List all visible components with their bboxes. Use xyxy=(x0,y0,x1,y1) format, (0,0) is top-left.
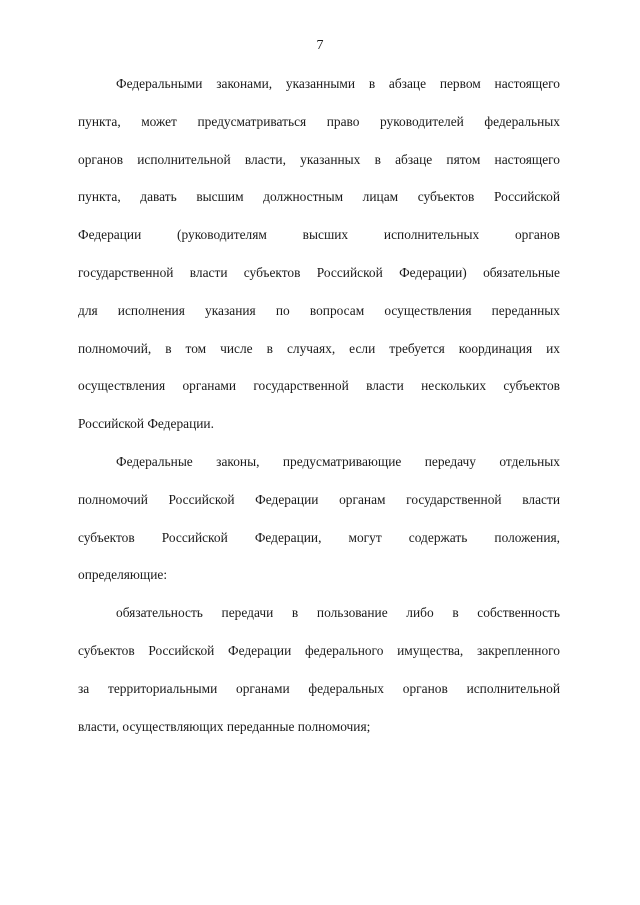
paragraph-line: Федеральными законами, указанными в абзаце первом настоящего xyxy=(116,76,560,91)
paragraph-line: полномочий, в том числе в случаях, если требуется координация их xyxy=(78,340,560,356)
paragraph-line: пункта, может предусматриваться право руководителей федеральных xyxy=(78,113,560,129)
paragraph-line: Федерации (руководителям высших исполнительных органов xyxy=(78,227,560,243)
paragraph-1 xyxy=(78,65,560,443)
paragraph-line: Российской Федерации. xyxy=(78,416,214,432)
paragraph-line: субъектов Российской Федерации, могут содержать положения, xyxy=(78,529,560,545)
paragraph-line: определяющие: xyxy=(78,567,168,583)
page-number: 7 xyxy=(316,38,324,53)
paragraph-line: субъектов Российской Федерации федерального имущества, закрепленного xyxy=(78,642,560,658)
paragraph-line: государственной власти субъектов Российской Федерации) обязательные xyxy=(78,264,560,280)
paragraph-line: осуществления органами государственной власти нескольких субъектов xyxy=(78,378,560,394)
body-text xyxy=(78,65,560,745)
paragraph-line: полномочий Российской Федерации органам государственной власти xyxy=(78,491,560,507)
paragraph-line: Федеральные законы, предусматривающие передачу отдельных xyxy=(116,453,560,469)
paragraph-line: пункта, давать высшим должностным лицам субъектов Российской xyxy=(78,189,560,205)
paragraph-3 xyxy=(78,594,560,745)
paragraph-2 xyxy=(78,443,560,594)
paragraph-line: за территориальными органами федеральных органов исполнительной xyxy=(78,680,560,696)
paragraph-line: для исполнения указания по вопросам осуществления переданных xyxy=(78,302,560,318)
paragraph-line: обязательность передачи в пользование либо в собственность xyxy=(116,605,560,621)
paragraph-line: власти, осуществляющих переданные полномочия; xyxy=(78,718,371,734)
paragraph-line: органов исполнительной власти, указанных в абзаце пятом настоящего xyxy=(78,151,560,167)
